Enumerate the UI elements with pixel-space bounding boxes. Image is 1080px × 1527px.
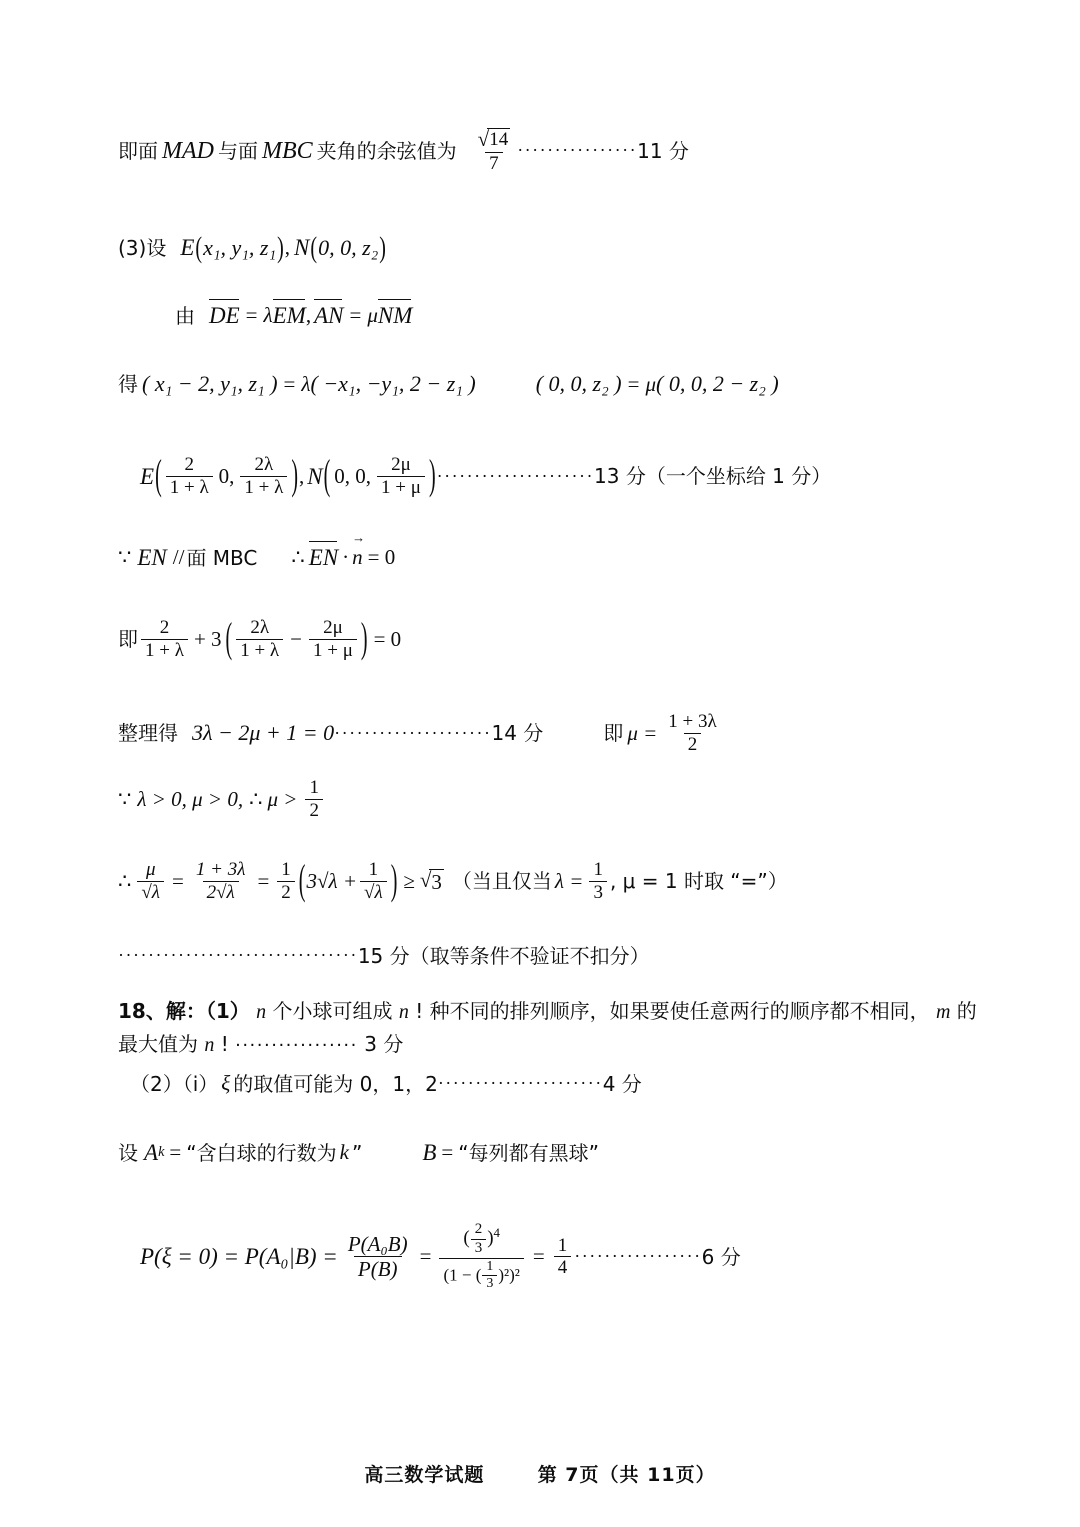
math-N: N [307,463,323,489]
equals: = [532,1244,545,1269]
text-fragment: 即面 [118,138,158,163]
paren-close: ) [390,858,398,905]
math-A: A [144,1140,159,1165]
math-n: n [204,1034,215,1056]
answer-line-coordinate-eq [118,372,779,396]
leader-dots: ····················· [436,465,595,486]
fraction-denominator: 4 [554,1256,572,1278]
fraction-denominator: 1 + μ [309,639,357,661]
math-E: E [140,463,155,489]
equals: = [419,1244,432,1269]
leader-dots: ································ [118,945,358,966]
math-E-args: x₁, y₁, z₁ [203,234,277,260]
math-second-left-tuple: ( 0, 0, z₂ ) [535,371,622,396]
score-note: （一个坐标给 1 分） [645,464,832,489]
fraction-numerator: 1 + 3λ [195,859,246,880]
paren-close: ) [277,231,284,265]
fraction-denominator: 7 [485,152,503,174]
fraction-numerator: μ [145,859,156,880]
inner-fraction-2-over-3 [471,1222,487,1257]
fraction-mu-over-sqrtlambda [137,860,164,903]
fraction-denominator: 2√λ [203,881,239,903]
exponent: 4 [493,1225,500,1241]
fraction-numerator: 1 [281,859,291,880]
event-a-description: “含白球的行数为 [186,1140,337,1165]
probability-computation [140,1222,741,1292]
math-second-right-tuple: ( 0, 0, 2 − z₂ ) [656,371,779,396]
math-B: B [422,1140,437,1165]
paren-open: ( [323,453,331,500]
fraction-binomial-expression [439,1222,523,1292]
fraction-numerator: 2λ [250,617,270,638]
fraction-numerator: 2λ [254,454,274,475]
vector-n: → n [352,546,363,569]
fraction-numerator: 1 [486,1258,494,1274]
fraction-denominator: 1 + λ [141,639,188,661]
sqrt-3 [420,869,444,894]
vector-DE: DE [209,303,240,328]
fraction-2-over-1pluslambda [166,455,213,498]
event-definitions [118,1140,599,1165]
score-mark: 13 分 [594,464,646,489]
paren-open: ( [298,858,306,905]
equals: = [441,1140,454,1165]
because-symbol: ∵ [118,786,132,811]
leader-dots: ················· [235,1035,358,1056]
equals: = [283,371,296,396]
radical-icon: √ [477,127,490,151]
math-n: n [398,1001,409,1023]
fraction-denominator: 2 [684,733,702,755]
denominator-part-b: )²)² [498,1265,520,1285]
event-b-description: “每列都有黑球” [458,1140,599,1165]
paren-close: ) [291,453,299,500]
math-probability-lead: P(ξ = 0) = P(A₀|B) = [140,1244,338,1270]
fraction-denominator: 1 + λ [236,639,283,661]
math-conditions: λ > 0, μ > 0, [137,786,244,811]
math-A-subscript: k [158,1143,165,1160]
fraction-numerator: 1 + 3λ [668,711,717,732]
math-expression: 3λ − 2μ + 1 = 0 [192,720,335,746]
math-lambda: λ [301,371,311,396]
fraction-2lambda-over-1pluslambda [236,618,283,661]
fraction-1-over-2 [305,778,323,821]
paren-open: ( [310,231,318,265]
fraction-denominator: 1 + λ [240,476,287,498]
score-mark: 3 分 [364,1032,404,1056]
fraction-numerator: 1 [557,1234,568,1256]
fraction-numerator: P(A₀B) [347,1232,408,1257]
radicand: 3 [431,869,442,894]
fraction-denominator: 2 [277,881,295,903]
score-mark: 11 分 [637,138,689,163]
leader-dots: ····················· [334,722,492,743]
fraction-denominator: 1 + λ [166,476,213,498]
fraction-denominator: 3 [589,881,607,903]
ge-symbol: ≥ [403,868,415,893]
therefore-symbol: ∴ [291,545,305,570]
equals: = [257,868,270,893]
text-fragment: (3)设 [118,235,167,260]
answer-line-vectors [175,303,412,328]
paren-close: ) [360,616,368,663]
fraction-2-over-1pluslambda [141,618,188,661]
fraction-numerator: 1 [309,777,319,798]
equals: = [245,303,258,328]
math-right-tuple: ( −x₁, −y₁, 2 − z₁ ) [310,371,476,396]
math-N-args: 0, 0, z₂ [318,234,379,260]
fraction-1-over-3 [589,860,607,903]
inner-fraction-1-over-3 [482,1260,497,1292]
paren-close: ) [379,231,386,265]
fraction-PA0B-over-PB [344,1233,412,1280]
vector-EM: EM [272,303,306,328]
fraction-denominator: P(B) [354,1256,402,1280]
vector-EN: EN [308,545,339,570]
equals: = [172,868,184,893]
text-fragment: 的取值可能为 0，1，2 [233,1071,438,1096]
equals: = [627,371,640,396]
math-k: k [339,1140,349,1165]
math-mu-gt: μ > [267,786,298,811]
leader-dots: ······················ [437,1072,603,1093]
fraction-denominator: √λ [137,881,164,903]
comma: , [299,463,305,488]
footer-subject: 高三数学试题 [364,1464,485,1486]
math-mu-equals: μ = [627,720,658,745]
answer-line-amgm [118,860,788,903]
answer-line-set-points [118,231,387,265]
equals: = [349,303,362,328]
text-fragment: 与面 [217,138,258,163]
equality-note-b: , μ = 1 时取 “=”） [609,869,788,894]
fraction-numerator [474,128,515,152]
text-fragment: 得 [118,372,138,397]
leader-dots: ················ [517,140,638,161]
fraction-numerator: 1 [368,859,379,880]
minus: − [290,626,302,651]
math-m: m [935,1001,951,1023]
text-fragment: 整理得 [118,721,178,746]
fraction-numerator: 2 [184,454,194,475]
fraction-denominator: 1 + μ [377,476,425,498]
math-lambda-equals: λ = [554,868,584,893]
fraction-numerator: 2 [474,1221,483,1237]
text-fragment: 夹角的余弦值为 [316,138,457,163]
factorial: ! [415,999,424,1023]
math-mu: μ [367,303,378,328]
comma: , [305,303,312,328]
math-left-tuple: ( x₁ − 2, y₁, z₁ ) [142,371,278,396]
answer-line-equation [118,618,401,661]
fraction-numerator: 2μ [323,617,343,638]
score-mark: 14 分 [491,721,544,746]
fraction-denominator: 2 [305,799,323,821]
radicand: 14 [489,129,509,150]
math-mu: μ [645,371,656,396]
comma: , [284,235,291,260]
math-N: N [294,235,310,260]
text-fragment: 设 [118,1140,138,1165]
radical-icon: √ [419,867,432,892]
plane-mbc-label: 面 MBC [186,545,258,570]
equals-zero: = 0 [373,626,402,651]
fraction-numerator: 1 [593,859,603,880]
answer-line-14 [118,712,724,755]
fraction-2lambda-over-1pluslambda [240,455,287,498]
therefore-symbol: ∴ [249,786,263,811]
text-fragment: 的最大值为 [118,999,977,1056]
zero-terms: 0, 0, [334,463,372,488]
paren-open: ( [463,1227,470,1249]
fraction-numerator: 2 [159,617,170,638]
fraction-2mu-over-1plusmu [309,618,357,661]
fraction-denominator: 3 [471,1239,487,1257]
page-footer [0,1460,1080,1487]
fraction-1-over-sqrtlambda [360,860,387,903]
text-fragment: 即 [603,721,624,746]
parallel-symbol: // [172,545,185,570]
math-EN: EN [137,545,167,570]
answer-line-13 [140,455,831,498]
equals: = [169,1140,182,1165]
leader-dots: ················· [574,1246,702,1267]
fraction-2mu-over-1plusmu [377,455,425,498]
equality-note-a: （当且仅当 [451,869,552,894]
problem-18-part2i [130,1072,642,1095]
answer-line-parallel [118,545,395,570]
paren-close: ) [487,1227,494,1249]
fraction-denominator [439,1258,523,1292]
text-fragment: 个小球可组成 [272,999,393,1023]
fraction-1plus3lambda-over-2sqrtlambda [192,860,250,903]
paren-open: ( [155,453,162,500]
text-fragment: 由 [175,303,195,328]
plus-three: + 3 [193,626,222,651]
factorial: ! [220,1032,229,1056]
text-fragment: 种不同的排列顺序，如果要使任意两行的顺序都不相同， [429,999,930,1023]
sqrt-group [478,128,511,150]
score-note: （取等条件不验证不扣分） [409,944,650,968]
math-mbc: MBC [261,137,313,164]
math-lambda: λ [263,303,273,328]
quote-close: ” [351,1140,363,1165]
fraction-numerator [459,1222,504,1258]
math-xi: ξ [221,1071,231,1095]
vector-NM: NM [377,303,413,328]
fraction-1-over-4 [554,1236,572,1279]
fraction-denominator: 3 [482,1275,497,1292]
fraction-numerator: 2μ [391,454,411,475]
footer-page-number: 第 7页（共 11页） [537,1464,716,1486]
text-fragment: 即 [118,627,138,652]
answer-line-inequality [118,778,326,821]
paren-close: ) [428,453,436,500]
math-E: E [180,235,195,260]
answer-line-15 [118,945,650,967]
zero-term: 0, [218,463,235,488]
equals-zero: = 0 [367,545,396,570]
fraction-1-over-2 [277,860,295,903]
problem-18-part1 [118,995,978,1061]
math-mad: MAD [162,137,214,164]
math-n: n [256,1001,267,1023]
vector-AN: AN [314,303,344,328]
fraction-denominator: √λ [360,881,387,903]
answer-line-11 [118,128,689,174]
math-inner-term: 3√λ + [306,868,358,893]
score-mark: 15 分 [357,944,410,968]
fraction-sqrt14-over-7 [474,128,515,174]
therefore-symbol: ∴ [118,868,132,893]
dot-operator: · [342,545,350,570]
problem-label: 18、解：（1） [118,999,250,1023]
fraction-1plus3lambda-over-2 [664,712,720,755]
paren-open: ( [195,231,203,265]
score-mark: 6 分 [701,1244,741,1269]
denominator-part-a: (1 − ( [443,1265,482,1285]
text-fragment: （2）（i） [130,1071,219,1096]
because-symbol: ∵ [118,545,132,570]
paren-open: ( [225,616,233,663]
score-mark: 4 分 [602,1071,642,1096]
